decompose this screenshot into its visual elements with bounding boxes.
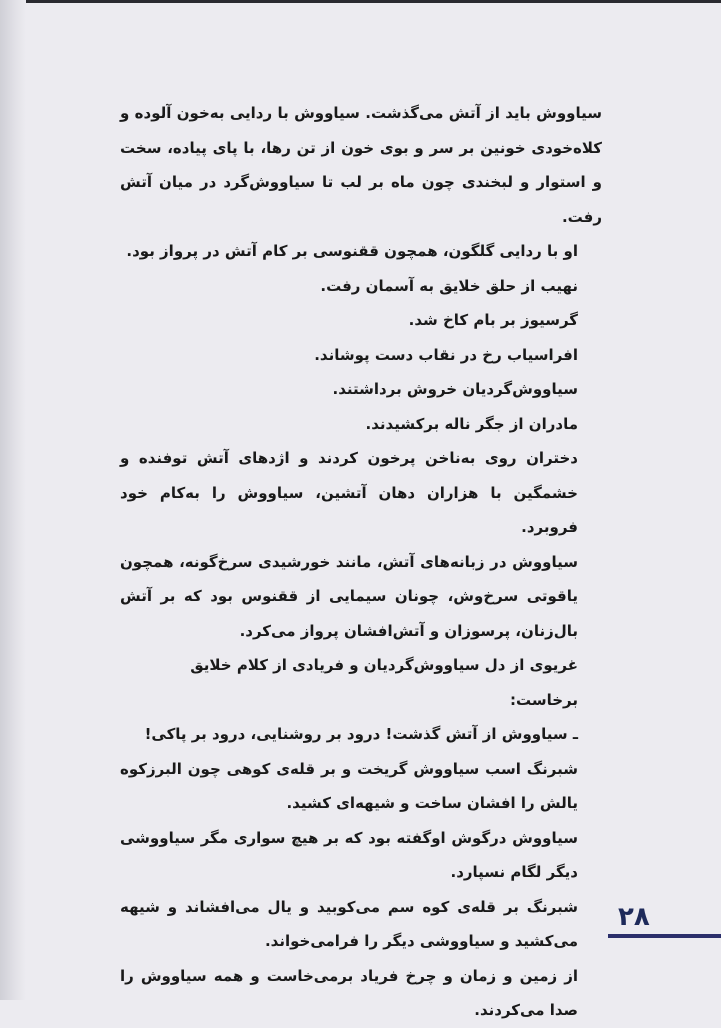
paragraph-5: افراسیاب رخ در نقاب دست پوشاند.: [314, 345, 578, 364]
top-edge-rule: [0, 0, 721, 3]
page-number: ۲۸: [618, 902, 650, 932]
paragraph-2: او با ردایی گلگون، همچون ققنوسی بر کام آتش در پرواز بود.: [126, 242, 578, 260]
paragraph-12: شبرنگ اسب سیاووش گریخت و بر قله‌ی کوهی چون البرزکوه یالش را افشان ساخت و شیهه‌ای کشید.: [120, 759, 578, 812]
paragraph-4: گرسیوز بر بام کاخ شد.: [408, 311, 578, 329]
paragraph-15: از زمین و زمان و چرخ فریاد برمی‌خاست و همه سیاووش را صدا می‌کردند.: [120, 966, 578, 1019]
page-number-rule: [608, 934, 721, 938]
paragraph-1: سیاووش باید از آتش می‌گذشت. سیاووش با ردایی به‌خون آلوده و کلاه‌خودی خونین بر سر و بوی خون از تن رها، با پای پیاده، سخت و استوار و لبخندی چون ماه بر لب تا سیاووش‌گرد در میان آتش رفت.: [120, 104, 602, 226]
page-binding-shadow: [0, 0, 26, 1000]
paragraph-3: نهیب از حلق خلایق به آسمان رفت.: [320, 276, 578, 295]
paragraph-9: سیاووش در زبانه‌های آتش، مانند خورشیدی سرخ‌گونه، همچون یاقوتی سرخ‌وش، چونان سیمایی از ققنوس بود که بر آتش بال‌زنان، پرسوزان و آتش‌افشان پرواز می‌کرد.: [120, 552, 578, 640]
paragraph-13: سیاووش درگوش اوگفته بود که بر هیچ سواری مگر سیاووشی دیگر لگام نسپارد.: [120, 828, 578, 881]
paragraph-11: ـ سیاووش از آتش گذشت! درود بر روشنایی، درود بر پاکی!: [144, 725, 578, 743]
paragraph-14: شبرنگ بر قله‌ی کوه سم می‌کوبید و یال می‌افشاند و شیهه می‌کشید و سیاووشی دیگر را فرامی‌خواند.: [120, 897, 578, 950]
paragraph-6: سیاووش‌گردیان خروش برداشتند.: [332, 380, 578, 398]
paragraph-10: غریوی از دل سیاووش‌گردیان و فریادی از کلام خلایق برخاست:: [190, 656, 578, 709]
paragraph-7: مادران از جگر ناله برکشیدند.: [365, 414, 578, 433]
story-text: [120, 96, 602, 1028]
page-footer: [600, 902, 721, 942]
paragraph-8: دختران روی به‌ناخن پرخون کردند و اژدهای آتش توفنده و خشمگین با هزاران دهان آتشین، سیاووش را به‌کام خود فروبرد.: [120, 449, 578, 536]
